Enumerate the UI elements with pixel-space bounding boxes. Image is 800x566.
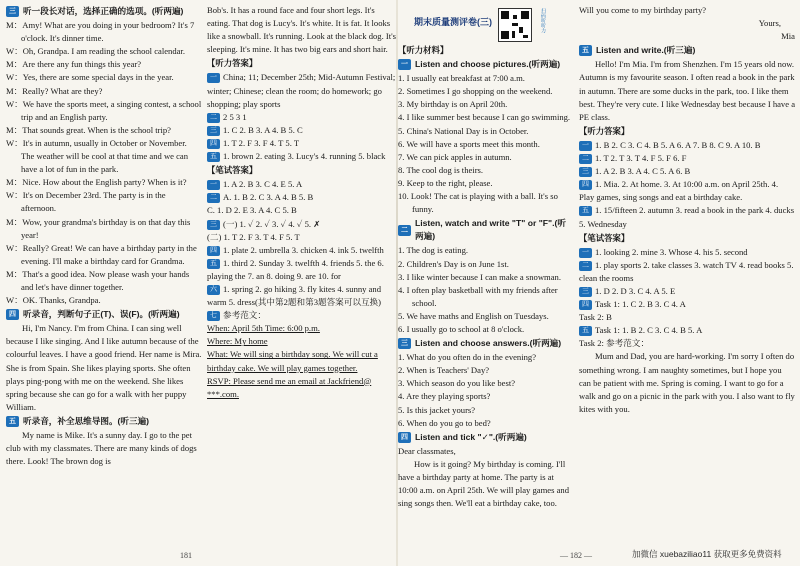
- answer-row: [579, 139, 795, 152]
- answer-row: [579, 165, 795, 178]
- question-number-badge: 三: [579, 167, 592, 177]
- question-number-badge: 五: [579, 326, 592, 336]
- sentence: 2. Children's Day is on June 1st.: [398, 258, 509, 269]
- question-number-badge: 二: [207, 193, 220, 203]
- question-number-badge: 五: [207, 152, 220, 162]
- question-number-badge: 一: [579, 141, 592, 151]
- answer-text: 1. B 2. C 3. C 4. B 5. A 6. A 7. B 8. C 9. A 10. B: [595, 139, 761, 150]
- invitation: [207, 322, 397, 401]
- answer-text: 1. spring 2. go hiking 3. fly kites 4. sunny and warm 5. dress(其中第2题和第3题答案可以互换): [207, 283, 382, 308]
- section-header: 三 听一段长对话，选择正确的选项。(听两遍): [6, 5, 202, 18]
- answer-text: 1. plate 2. umbrella 3. chicken 4. ink 5. twelfth: [223, 244, 384, 255]
- footer-note: 加微信 xuebaziliao11 获取更多免费资料: [632, 549, 782, 559]
- answer-text: 1. 15/fifteen 2. autumn 3. read a book in the park 4. ducks 5. Wednesday: [579, 205, 795, 229]
- section-header: 五 Listen and write.(听三遍): [579, 44, 795, 57]
- answer-row: [579, 204, 795, 230]
- answer-text: Task 2: 参考范文：: [579, 338, 650, 349]
- question-number-badge: 六: [207, 285, 220, 295]
- answer-text: 2 5 3 1: [223, 111, 247, 122]
- section-header: 一 Listen and choose pictures.(听两遍): [398, 58, 574, 71]
- section-marker-icon: 三: [6, 6, 19, 17]
- essay: Mum and Dad, you are hard-working. I'm sorry I often do something wrong. I am naughty sometimes, but I hope you can be patient with me. Spring is coming. I want to go for a walk and go on a picnic in the park with you. I also want to fly kites with you.: [579, 351, 795, 414]
- passage: Hi, I'm Nancy. I'm from China. I can sing well because I like singing. And I like autumn because of the colourful leaves. I have a good friend. Her name is Mira. She is from Spain. She likes playing sports. She often plays ping-pong with me on the weekend. She likes spring because she can go for a walk with her puppy William.: [6, 323, 202, 412]
- paper-title-box: [414, 8, 574, 42]
- answer-row: [207, 283, 397, 309]
- sentence: 3. I like winter because I can make a snowman.: [398, 271, 561, 282]
- passage: My name is Mike. It's a sunny day. I go to the pet club with my classmates. There are many kinds of dogs there. Look! The brown dog is: [6, 430, 197, 467]
- answer-row: [579, 178, 795, 204]
- column-4: [579, 4, 795, 416]
- answer-text: 参考范文：: [223, 310, 266, 321]
- answer-row: [207, 218, 397, 231]
- sentence-list: [398, 72, 574, 216]
- answer-text: 1. play sports 2. take classes 3. watch TV 4. read books 5. clean the rooms: [579, 259, 794, 283]
- answer-row: [207, 124, 397, 137]
- answer-list: [579, 139, 795, 231]
- answer-list: [579, 246, 795, 351]
- answer-text: 1. Mia. 2. At home. 3. At 10:00 a.m. on April 25th. 4. Play games, sing songs and eat a birthday cake.: [579, 179, 779, 203]
- section-marker-icon: 三: [398, 338, 411, 349]
- dialogue-line: M：That sounds great. When is the school trip?: [6, 124, 172, 135]
- column-1: [6, 4, 202, 468]
- sentence: 6. We will have a sports meet this month.: [398, 138, 540, 149]
- answer-text: 1. C 2. B 3. A 4. B 5. C: [223, 124, 303, 135]
- dialogue-line: M：Wow, your grandma's birthday is on that day this year!: [6, 216, 191, 240]
- dialogue-line: W：We have the sports meet, a singing contest, a school trip and an English party.: [6, 98, 202, 122]
- answer-text: 1. looking 2. mine 3. Whose 4. his 5. second: [595, 246, 748, 257]
- invitation-line: When: April 5th Time: 6:00 p.m.: [207, 323, 320, 334]
- question-number-badge: 四: [207, 246, 220, 256]
- question-number-badge: 五: [579, 206, 592, 216]
- answer-row: [207, 71, 397, 110]
- answer-text: China; 11; December 25th; Mid-Autumn Festival; winter; Chinese; clean the room; do homework; go shopping; play sports: [207, 72, 396, 109]
- dialogue-line: W：Yes, there are some special days in the year.: [6, 72, 174, 83]
- letter-sign-name: Mia: [781, 31, 795, 42]
- answer-row: [579, 152, 795, 165]
- dialogue-line: M：Amy! What are you doing in your bedroom? It's 7 o'clock. It's dinner time.: [6, 20, 195, 44]
- answer-row: [579, 259, 795, 285]
- column-3: [398, 4, 574, 510]
- question-number-badge: 二: [207, 113, 220, 123]
- dialogue: [6, 19, 202, 307]
- answer-text: Task 1: 1. B 2. C 3. C 4. B 5. A: [595, 325, 703, 336]
- answer-heading: 【笔试答案】: [579, 232, 630, 243]
- section-header: 五 听录音，补全思维导图。(听三遍): [6, 415, 202, 428]
- answer-text: 1. A 2. B 3. C 4. E 5. A: [223, 179, 303, 190]
- answer-text: (二) 1. T 2. F 3. T 4. F 5. T: [207, 231, 300, 242]
- sentence: 4. I often play basketball with my friends after school.: [398, 284, 558, 308]
- sentence: 2. Sometimes I go shopping on the weekend.: [398, 86, 553, 97]
- sentence: 1. What do you often do in the evening?: [398, 352, 537, 363]
- section-marker-icon: 五: [579, 45, 592, 56]
- sentence: 6. I usually go to school at 8 o'clock.: [398, 323, 525, 334]
- answer-row: [207, 178, 397, 191]
- passage-continued: Bob's. It has a round face and four short legs. It's eating. That dog is Lucy's. It's white. It is fat. It looks like a snowball. It's running. Look at the black dog. It's sleeping. It's mine. It has two big ears and short hair.: [207, 5, 397, 55]
- question-number-badge: 四: [207, 139, 220, 149]
- answer-heading: 【笔试答案】: [207, 165, 258, 176]
- dialogue-line: M：Really? What are they?: [6, 85, 103, 96]
- sentence: 8. The cool dog is theirs.: [398, 164, 484, 175]
- answer-list: [207, 178, 397, 322]
- dialogue-line: M：That's a good idea. Now please wash your hands and let's have dinner together.: [6, 268, 190, 292]
- answer-row: [207, 191, 397, 204]
- answer-heading: 【听力答案】: [207, 58, 258, 69]
- invitation-line: What: We will sing a birthday song. We will cut a birthday cake. We will play games together.: [207, 349, 378, 373]
- letter-end: Will you come to my birthday party?: [579, 5, 707, 15]
- question-number-badge: 四: [579, 300, 592, 310]
- dialogue-line: M：Are there any fun things this year?: [6, 59, 142, 70]
- dialogue-line: W：It's on December 23rd. The party is in the afternoon.: [6, 190, 166, 214]
- answer-text: 1. A 2. B 3. A 4. C 5. A 6. B: [595, 166, 691, 177]
- sentence: 7. We can pick apples in autumn.: [398, 151, 512, 162]
- answer-row: [579, 324, 795, 337]
- question-number-badge: 一: [579, 248, 592, 258]
- sentence: 9. Keep to the right, please.: [398, 177, 493, 188]
- sentence: 4. Are they playing sports?: [398, 391, 491, 402]
- answer-row: [207, 309, 397, 322]
- question-number-badge: 一: [207, 73, 220, 83]
- question-number-badge: 三: [579, 287, 592, 297]
- section-header: 二 Listen, watch and write "T" or "F".(听两遍): [398, 217, 574, 243]
- material-heading: 【听力材料】: [398, 45, 449, 55]
- section-marker-icon: 五: [6, 416, 19, 427]
- question-number-badge: 二: [579, 154, 592, 164]
- answer-row: [207, 137, 397, 150]
- answer-text: (一) 1. ✓ 2. ✓ 3. ✓ 4. ✓ 5. ✗: [223, 218, 321, 229]
- answer-text: A. 1. B 2. C 3. A 4. B 5. B: [223, 192, 314, 203]
- sentence: 3. My birthday is on April 20th.: [398, 99, 508, 110]
- section-marker-icon: 二: [398, 225, 411, 236]
- answer-list: [207, 71, 397, 163]
- sentence-list: [398, 244, 574, 336]
- answer-heading: 【听力答案】: [579, 125, 630, 136]
- answer-text: 1. T 2. F 3. F 4. T 5. T: [223, 137, 300, 148]
- section-marker-icon: 一: [398, 59, 411, 70]
- answer-row: [207, 204, 397, 217]
- answer-row: [579, 298, 795, 311]
- paper-title: 期末质量测评卷(三): [414, 17, 492, 27]
- section-header: 四 听录音，判断句子正(T)、误(F)。(听两遍): [6, 308, 202, 321]
- invitation-line: Where: My home: [207, 336, 268, 347]
- answer-row: [207, 231, 397, 244]
- answer-row: [207, 111, 397, 124]
- invitation-line: RSVP: Please send me an email at Jackfriend@ ***.com.: [207, 375, 372, 399]
- answer-text: 1. third 2. Sunday 3. twelfth 4. friends 5. the 6. playing the 7. an 8. doing 9. are 10. for: [207, 257, 384, 281]
- answer-row: [579, 246, 795, 259]
- page-number-left: 181: [180, 551, 192, 560]
- answer-row: [207, 257, 397, 283]
- question-number-badge: 四: [579, 180, 592, 190]
- answer-text: 1. T 2. T 3. T 4. F 5. F 6. F: [595, 153, 687, 164]
- section-marker-icon: 四: [398, 432, 411, 443]
- sentence: 1. I usually eat breakfast at 7:00 a.m.: [398, 73, 525, 84]
- sentence: 4. I like summer best because I can go swimming.: [398, 112, 571, 123]
- dialogue-line: W：Really? Great! We can have a birthday party in the evening. I'll make a birthday card for Grandma.: [6, 242, 197, 266]
- answer-row: [207, 150, 397, 163]
- dialogue-line: W：Oh, Grandpa. I am reading the school calendar.: [6, 46, 185, 57]
- question-number-badge: 三: [207, 220, 220, 230]
- answer-text: 1. D 2. D 3. C 4. A 5. E: [595, 285, 676, 296]
- sentence: 1. The dog is eating.: [398, 245, 469, 256]
- letter-greeting: Dear classmates,: [398, 445, 456, 456]
- passage: Hello! I'm Mia. I'm from Shenzhen. I'm 15 years old now. Autumn is my favourite season. I often read a book in the park in autumn. There are some ducks in the park, too. I like them best. They're very cute. I like Wednesday best because I have a PE class.: [579, 59, 796, 122]
- answer-row: [579, 337, 795, 350]
- question-number-badge: 一: [207, 180, 220, 190]
- answer-text: C. 1. D 2. E 3. A 4. C 5. B: [207, 205, 297, 216]
- page-number-right: — 182 —: [560, 551, 592, 560]
- question-number-badge: 五: [207, 259, 220, 269]
- sentence: 5. China's National Day is in October.: [398, 125, 529, 136]
- section-header: 四 Listen and tick "✓".(听两遍): [398, 431, 574, 444]
- sentence: 5. Is this jacket yours?: [398, 404, 476, 415]
- letter-sign-yours: Yours,: [758, 18, 781, 29]
- sentence: 2. When is Teachers' Day?: [398, 365, 490, 376]
- answer-row: [579, 285, 795, 298]
- question-number-badge: 三: [207, 126, 220, 136]
- answer-row: [207, 244, 397, 257]
- answer-text: Task 2: B: [579, 312, 612, 323]
- sentence: 3. Which season do you like best?: [398, 378, 516, 389]
- question-number-badge: 七: [207, 311, 220, 321]
- qr-code-icon: [498, 8, 532, 42]
- sentence: 5. We have maths and English on Tuesdays.: [398, 310, 549, 321]
- dialogue-line: W：It's in autumn, usually in October or November. The weather will be cool at that time and we can have a lot of fun in the park.: [6, 137, 189, 175]
- answer-text: Task 1: 1. C 2. B 3. C 4. A: [595, 299, 686, 310]
- section-marker-icon: 四: [6, 309, 19, 320]
- dialogue-line: W：OK. Thanks, Grandpa.: [6, 295, 101, 306]
- dialogue-line: M：Nice. How about the English party? When is it?: [6, 177, 187, 188]
- sentence: 10. Look! The cat is playing with a ball. It's so funny.: [398, 191, 558, 215]
- letter-body: How is it going? My birthday is coming. I'll have a birthday party at home. The party is at 10:00 a.m. on April 25th. We will play games and sing songs then. We'll eat a birthday cake, too.: [398, 458, 570, 509]
- column-2: [207, 4, 397, 401]
- sentence-list: [398, 351, 574, 430]
- question-number-badge: 二: [579, 261, 592, 271]
- answer-text: 1. brown 2. eating 3. Lucy's 4. running 5. black: [223, 151, 386, 162]
- answer-row: [579, 311, 795, 324]
- section-header: 三 Listen and choose answers.(听两遍): [398, 337, 574, 350]
- qr-label: 扫码听听力: [540, 8, 546, 33]
- sentence: 6. When do you go to bed?: [398, 417, 491, 428]
